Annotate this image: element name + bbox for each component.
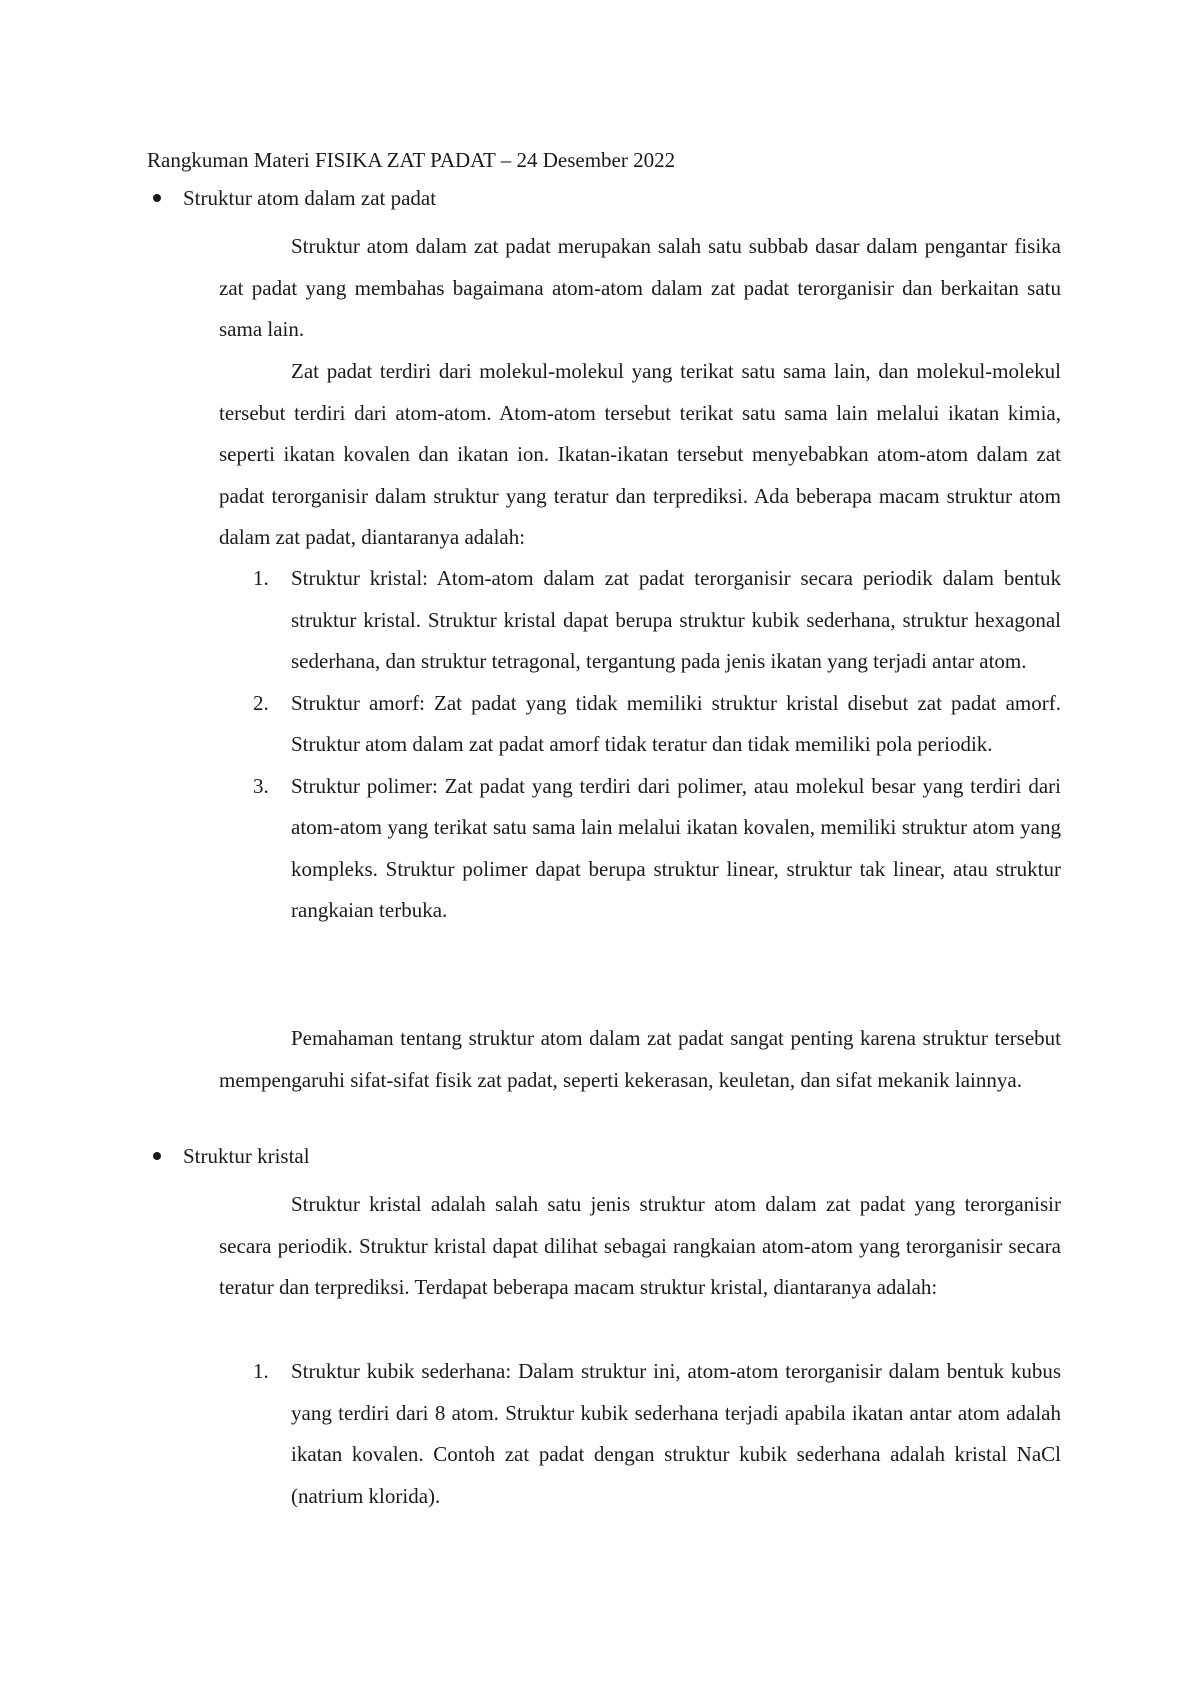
crystal-structure-list xyxy=(253,1351,1061,1517)
paragraph: Pemahaman tentang struktur atom dalam zat padat sangat penting karena struktur tersebut mempengaruhi sifat-sifat fisik zat padat, seperti kekerasan, keuletan, dan sifat mekanik lainnya. xyxy=(219,1026,1061,1092)
atom-structure-list xyxy=(253,558,1061,932)
paragraph: Zat padat terdiri dari molekul-molekul yang terikat satu sama lain, dan molekul-molekul tersebut terdiri dari atom-atom. Atom-atom tersebut terikat satu sama lain melalui ikatan kimia, seperti ikatan kovalen dan ikatan ion. Ikatan-ikatan tersebut menyebabkan atom-atom dalam zat padat terorganisir dalam struktur yang teratur dan terprediksi. Ada beberapa macam struktur atom dalam zat padat, diantaranya adalah: xyxy=(219,359,1061,549)
document-title: Rangkuman Materi FISIKA ZAT PADAT – 24 Desember 2022 xyxy=(147,148,676,172)
section-heading-atom-structure xyxy=(183,184,436,212)
bullet-icon xyxy=(153,1152,161,1160)
section-heading-label: Struktur kristal xyxy=(183,1144,310,1168)
list-item-number: 1. xyxy=(253,566,269,590)
list-item-text: Struktur polimer: Zat padat yang terdiri dari polimer, atau molekul besar yang terdiri dari atom-atom yang terikat satu sama lain melalui ikatan kovalen, memiliki struktur atom yang kompleks. Struktur polimer dapat berupa struktur linear, struktur tak linear, atau struktur rangkaian terbuka. xyxy=(291,773,1061,922)
list-item-text: Struktur amorf: Zat padat yang tidak memiliki struktur kristal disebut zat padat amorf. Struktur atom dalam zat padat amorf tidak teratur dan tidak memiliki pola periodik. xyxy=(291,690,1061,756)
bullet-icon xyxy=(153,194,161,202)
list-item-text: Struktur kristal: Atom-atom dalam zat padat terorganisir secara periodik dalam bentuk struktur kristal. Struktur kristal dapat berupa struktur kubik sederhana, struktur hexagonal sederhana, dan struktur tetragonal, tergantung pada jenis ikatan yang terjadi antar atom. xyxy=(291,566,1061,673)
list-item xyxy=(253,766,1061,932)
list-item-number: 3. xyxy=(253,773,269,798)
list-item xyxy=(253,683,1061,766)
list-item-number: 2. xyxy=(253,690,269,715)
list-item-number: 1. xyxy=(253,1359,269,1383)
list-item xyxy=(253,1351,1061,1517)
section-heading-label: Struktur atom dalam zat padat xyxy=(183,186,437,210)
paragraph: Struktur atom dalam zat padat merupakan salah satu subbab dasar dalam pengantar fisika zat padat yang membahas bagaimana atom-atom dalam zat padat terorganisir dan berkaitan satu sama lain. xyxy=(219,234,1061,341)
section-heading-crystal-structure xyxy=(183,1142,310,1170)
list-item xyxy=(253,558,1061,683)
paragraph: Struktur kristal adalah salah satu jenis struktur atom dalam zat padat yang terorganisir secara periodik. Struktur kristal dapat dilihat sebagai rangkaian atom-atom yang terorganisir secara teratur dan terprediksi. Terdapat beberapa macam struktur kristal, diantaranya adalah: xyxy=(219,1192,1061,1299)
list-item-text: Struktur kubik sederhana: Dalam struktur ini, atom-atom terorganisir dalam bentuk kubus yang terdiri dari 8 atom. Struktur kubik sederhana terjadi apabila ikatan antar atom adalah ikatan kovalen. Contoh zat padat dengan struktur kubik sederhana adalah kristal NaCl (natrium klorida). xyxy=(291,1359,1061,1508)
